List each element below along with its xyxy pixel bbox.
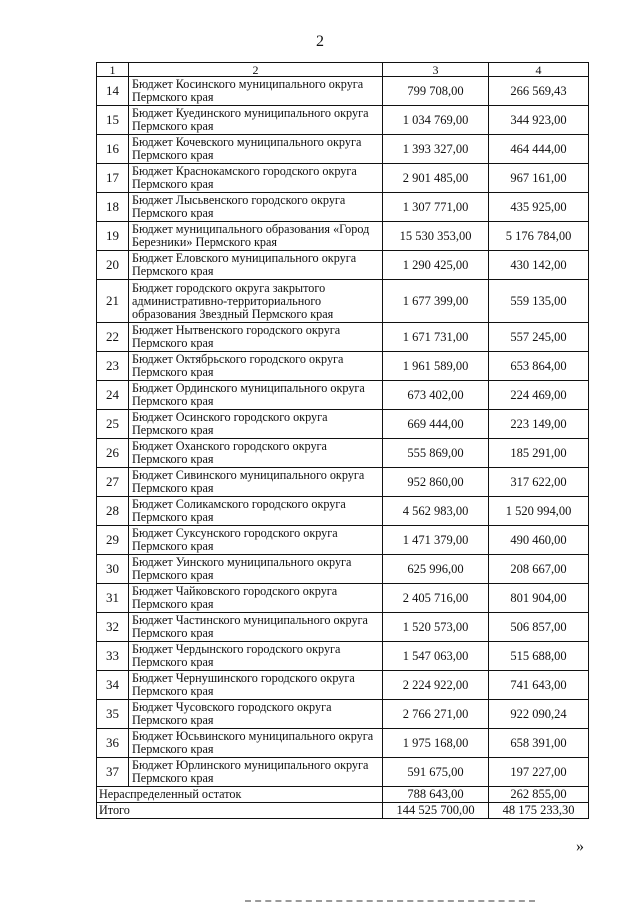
table-row bbox=[97, 526, 589, 555]
row-amount-col3: 2 224 922,00 bbox=[383, 671, 489, 700]
table-row bbox=[97, 497, 589, 526]
row-budget-name: Бюджет муниципального образования «Город Березники» Пермского края bbox=[129, 222, 383, 251]
row-number: 20 bbox=[97, 251, 129, 280]
table-row bbox=[97, 613, 589, 642]
row-budget-name: Бюджет Чердынского городского округа Пермского края bbox=[129, 642, 383, 671]
table-row bbox=[97, 164, 589, 193]
total-row-amount-col3: 144 525 700,00 bbox=[383, 803, 489, 819]
row-amount-col4: 922 090,24 bbox=[489, 700, 589, 729]
row-budget-name: Бюджет Чернушинского городского округа Пермского края bbox=[129, 671, 383, 700]
table-row bbox=[97, 468, 589, 497]
table-row bbox=[97, 410, 589, 439]
row-amount-col3: 1 547 063,00 bbox=[383, 642, 489, 671]
table-row bbox=[97, 251, 589, 280]
table-row bbox=[97, 671, 589, 700]
row-budget-name: Бюджет Ординского муниципального округа Пермского края bbox=[129, 381, 383, 410]
row-number: 27 bbox=[97, 468, 129, 497]
table-row bbox=[97, 555, 589, 584]
table-row bbox=[97, 352, 589, 381]
row-number: 18 bbox=[97, 193, 129, 222]
row-amount-col4: 506 857,00 bbox=[489, 613, 589, 642]
row-amount-col3: 2 405 716,00 bbox=[383, 584, 489, 613]
unallocated-row-amount-col3: 788 643,00 bbox=[383, 787, 489, 803]
row-number: 14 bbox=[97, 77, 129, 106]
row-budget-name: Бюджет Краснокамского городского округа Пермского края bbox=[129, 164, 383, 193]
row-number: 26 bbox=[97, 439, 129, 468]
row-number: 17 bbox=[97, 164, 129, 193]
row-number: 23 bbox=[97, 352, 129, 381]
table-row bbox=[97, 77, 589, 106]
row-number: 33 bbox=[97, 642, 129, 671]
row-number: 16 bbox=[97, 135, 129, 164]
row-amount-col4: 430 142,00 bbox=[489, 251, 589, 280]
row-budget-name: Бюджет Октябрьского городского округа Пермского края bbox=[129, 352, 383, 381]
row-budget-name: Бюджет Оханского городского округа Пермского края bbox=[129, 439, 383, 468]
row-amount-col4: 653 864,00 bbox=[489, 352, 589, 381]
row-budget-name: Бюджет городского округа закрытого административно-территориального образования Звездный Пермского края bbox=[129, 280, 383, 323]
table-row bbox=[97, 758, 589, 787]
row-budget-name: Бюджет Соликамского городского округа Пермского края bbox=[129, 497, 383, 526]
row-amount-col3: 1 290 425,00 bbox=[383, 251, 489, 280]
row-amount-col4: 266 569,43 bbox=[489, 77, 589, 106]
row-amount-col3: 1 975 168,00 bbox=[383, 729, 489, 758]
row-amount-col3: 1 677 399,00 bbox=[383, 280, 489, 323]
header-col-2: 2 bbox=[129, 63, 383, 77]
unallocated-row-amount-col4: 262 855,00 bbox=[489, 787, 589, 803]
table-header-row bbox=[97, 63, 589, 77]
total-row-label: Итого bbox=[97, 803, 383, 819]
total-row bbox=[97, 803, 589, 819]
row-budget-name: Бюджет Чайковского городского округа Пермского края bbox=[129, 584, 383, 613]
row-budget-name: Бюджет Нытвенского городского округа Пермского края bbox=[129, 323, 383, 352]
row-amount-col4: 208 667,00 bbox=[489, 555, 589, 584]
row-amount-col4: 801 904,00 bbox=[489, 584, 589, 613]
row-number: 37 bbox=[97, 758, 129, 787]
row-number: 28 bbox=[97, 497, 129, 526]
table-row bbox=[97, 381, 589, 410]
table-row bbox=[97, 729, 589, 758]
row-amount-col4: 185 291,00 bbox=[489, 439, 589, 468]
row-number: 31 bbox=[97, 584, 129, 613]
row-number: 34 bbox=[97, 671, 129, 700]
row-number: 19 bbox=[97, 222, 129, 251]
row-amount-col4: 1 520 994,00 bbox=[489, 497, 589, 526]
row-amount-col3: 1 520 573,00 bbox=[383, 613, 489, 642]
row-amount-col4: 223 149,00 bbox=[489, 410, 589, 439]
row-amount-col3: 15 530 353,00 bbox=[383, 222, 489, 251]
row-amount-col3: 591 675,00 bbox=[383, 758, 489, 787]
budget-table bbox=[96, 62, 589, 819]
table-row bbox=[97, 439, 589, 468]
table-row bbox=[97, 135, 589, 164]
table-row bbox=[97, 642, 589, 671]
row-amount-col4: 435 925,00 bbox=[489, 193, 589, 222]
unallocated-row bbox=[97, 787, 589, 803]
row-number: 22 bbox=[97, 323, 129, 352]
table-row bbox=[97, 700, 589, 729]
row-budget-name: Бюджет Сивинского муниципального округа Пермского края bbox=[129, 468, 383, 497]
row-amount-col4: 741 643,00 bbox=[489, 671, 589, 700]
row-amount-col3: 2 766 271,00 bbox=[383, 700, 489, 729]
table-row bbox=[97, 193, 589, 222]
row-amount-col3: 1 961 589,00 bbox=[383, 352, 489, 381]
row-amount-col3: 952 860,00 bbox=[383, 468, 489, 497]
row-amount-col3: 1 671 731,00 bbox=[383, 323, 489, 352]
row-amount-col4: 197 227,00 bbox=[489, 758, 589, 787]
header-col-1: 1 bbox=[97, 63, 129, 77]
row-budget-name: Бюджет Частинского муниципального округа Пермского края bbox=[129, 613, 383, 642]
row-budget-name: Бюджет Косинского муниципального округа Пермского края bbox=[129, 77, 383, 106]
row-budget-name: Бюджет Лысьвенского городского округа Пермского края bbox=[129, 193, 383, 222]
row-amount-col3: 4 562 983,00 bbox=[383, 497, 489, 526]
row-amount-col3: 625 996,00 bbox=[383, 555, 489, 584]
row-amount-col4: 515 688,00 bbox=[489, 642, 589, 671]
row-amount-col4: 967 161,00 bbox=[489, 164, 589, 193]
row-amount-col3: 1 393 327,00 bbox=[383, 135, 489, 164]
row-budget-name: Бюджет Кочевского муниципального округа Пермского края bbox=[129, 135, 383, 164]
row-amount-col3: 669 444,00 bbox=[383, 410, 489, 439]
row-number: 21 bbox=[97, 280, 129, 323]
table-row bbox=[97, 323, 589, 352]
row-budget-name: Бюджет Чусовского городского округа Пермского края bbox=[129, 700, 383, 729]
row-amount-col4: 559 135,00 bbox=[489, 280, 589, 323]
unallocated-row-label: Нераспределенный остаток bbox=[97, 787, 383, 803]
closing-quote: » bbox=[576, 838, 584, 855]
row-budget-name: Бюджет Куединского муниципального округа Пермского края bbox=[129, 106, 383, 135]
row-budget-name: Бюджет Суксунского городского округа Пермского края bbox=[129, 526, 383, 555]
row-amount-col3: 2 901 485,00 bbox=[383, 164, 489, 193]
total-row-amount-col4: 48 175 233,30 bbox=[489, 803, 589, 819]
row-amount-col4: 344 923,00 bbox=[489, 106, 589, 135]
header-col-3: 3 bbox=[383, 63, 489, 77]
row-amount-col3: 799 708,00 bbox=[383, 77, 489, 106]
row-amount-col3: 555 869,00 bbox=[383, 439, 489, 468]
row-amount-col4: 5 176 784,00 bbox=[489, 222, 589, 251]
row-amount-col4: 557 245,00 bbox=[489, 323, 589, 352]
row-number: 15 bbox=[97, 106, 129, 135]
row-amount-col4: 658 391,00 bbox=[489, 729, 589, 758]
row-budget-name: Бюджет Юрлинского муниципального округа Пермского края bbox=[129, 758, 383, 787]
table-row bbox=[97, 584, 589, 613]
row-budget-name: Бюджет Осинского городского округа Пермского края bbox=[129, 410, 383, 439]
row-budget-name: Бюджет Уинского муниципального округа Пермского края bbox=[129, 555, 383, 584]
row-amount-col3: 1 307 771,00 bbox=[383, 193, 489, 222]
row-number: 30 bbox=[97, 555, 129, 584]
row-amount-col3: 673 402,00 bbox=[383, 381, 489, 410]
row-amount-col4: 464 444,00 bbox=[489, 135, 589, 164]
table-row bbox=[97, 222, 589, 251]
row-amount-col4: 224 469,00 bbox=[489, 381, 589, 410]
row-amount-col4: 490 460,00 bbox=[489, 526, 589, 555]
table-row bbox=[97, 106, 589, 135]
header-col-4: 4 bbox=[489, 63, 589, 77]
row-number: 36 bbox=[97, 729, 129, 758]
page-number: 2 bbox=[316, 33, 324, 50]
scan-artifact-line bbox=[245, 900, 535, 905]
table-row bbox=[97, 280, 589, 323]
row-amount-col3: 1 034 769,00 bbox=[383, 106, 489, 135]
row-number: 29 bbox=[97, 526, 129, 555]
row-budget-name: Бюджет Еловского муниципального округа Пермского края bbox=[129, 251, 383, 280]
row-number: 35 bbox=[97, 700, 129, 729]
row-number: 32 bbox=[97, 613, 129, 642]
row-amount-col3: 1 471 379,00 bbox=[383, 526, 489, 555]
row-number: 25 bbox=[97, 410, 129, 439]
row-budget-name: Бюджет Юсьвинского муниципального округа Пермского края bbox=[129, 729, 383, 758]
row-number: 24 bbox=[97, 381, 129, 410]
row-amount-col4: 317 622,00 bbox=[489, 468, 589, 497]
